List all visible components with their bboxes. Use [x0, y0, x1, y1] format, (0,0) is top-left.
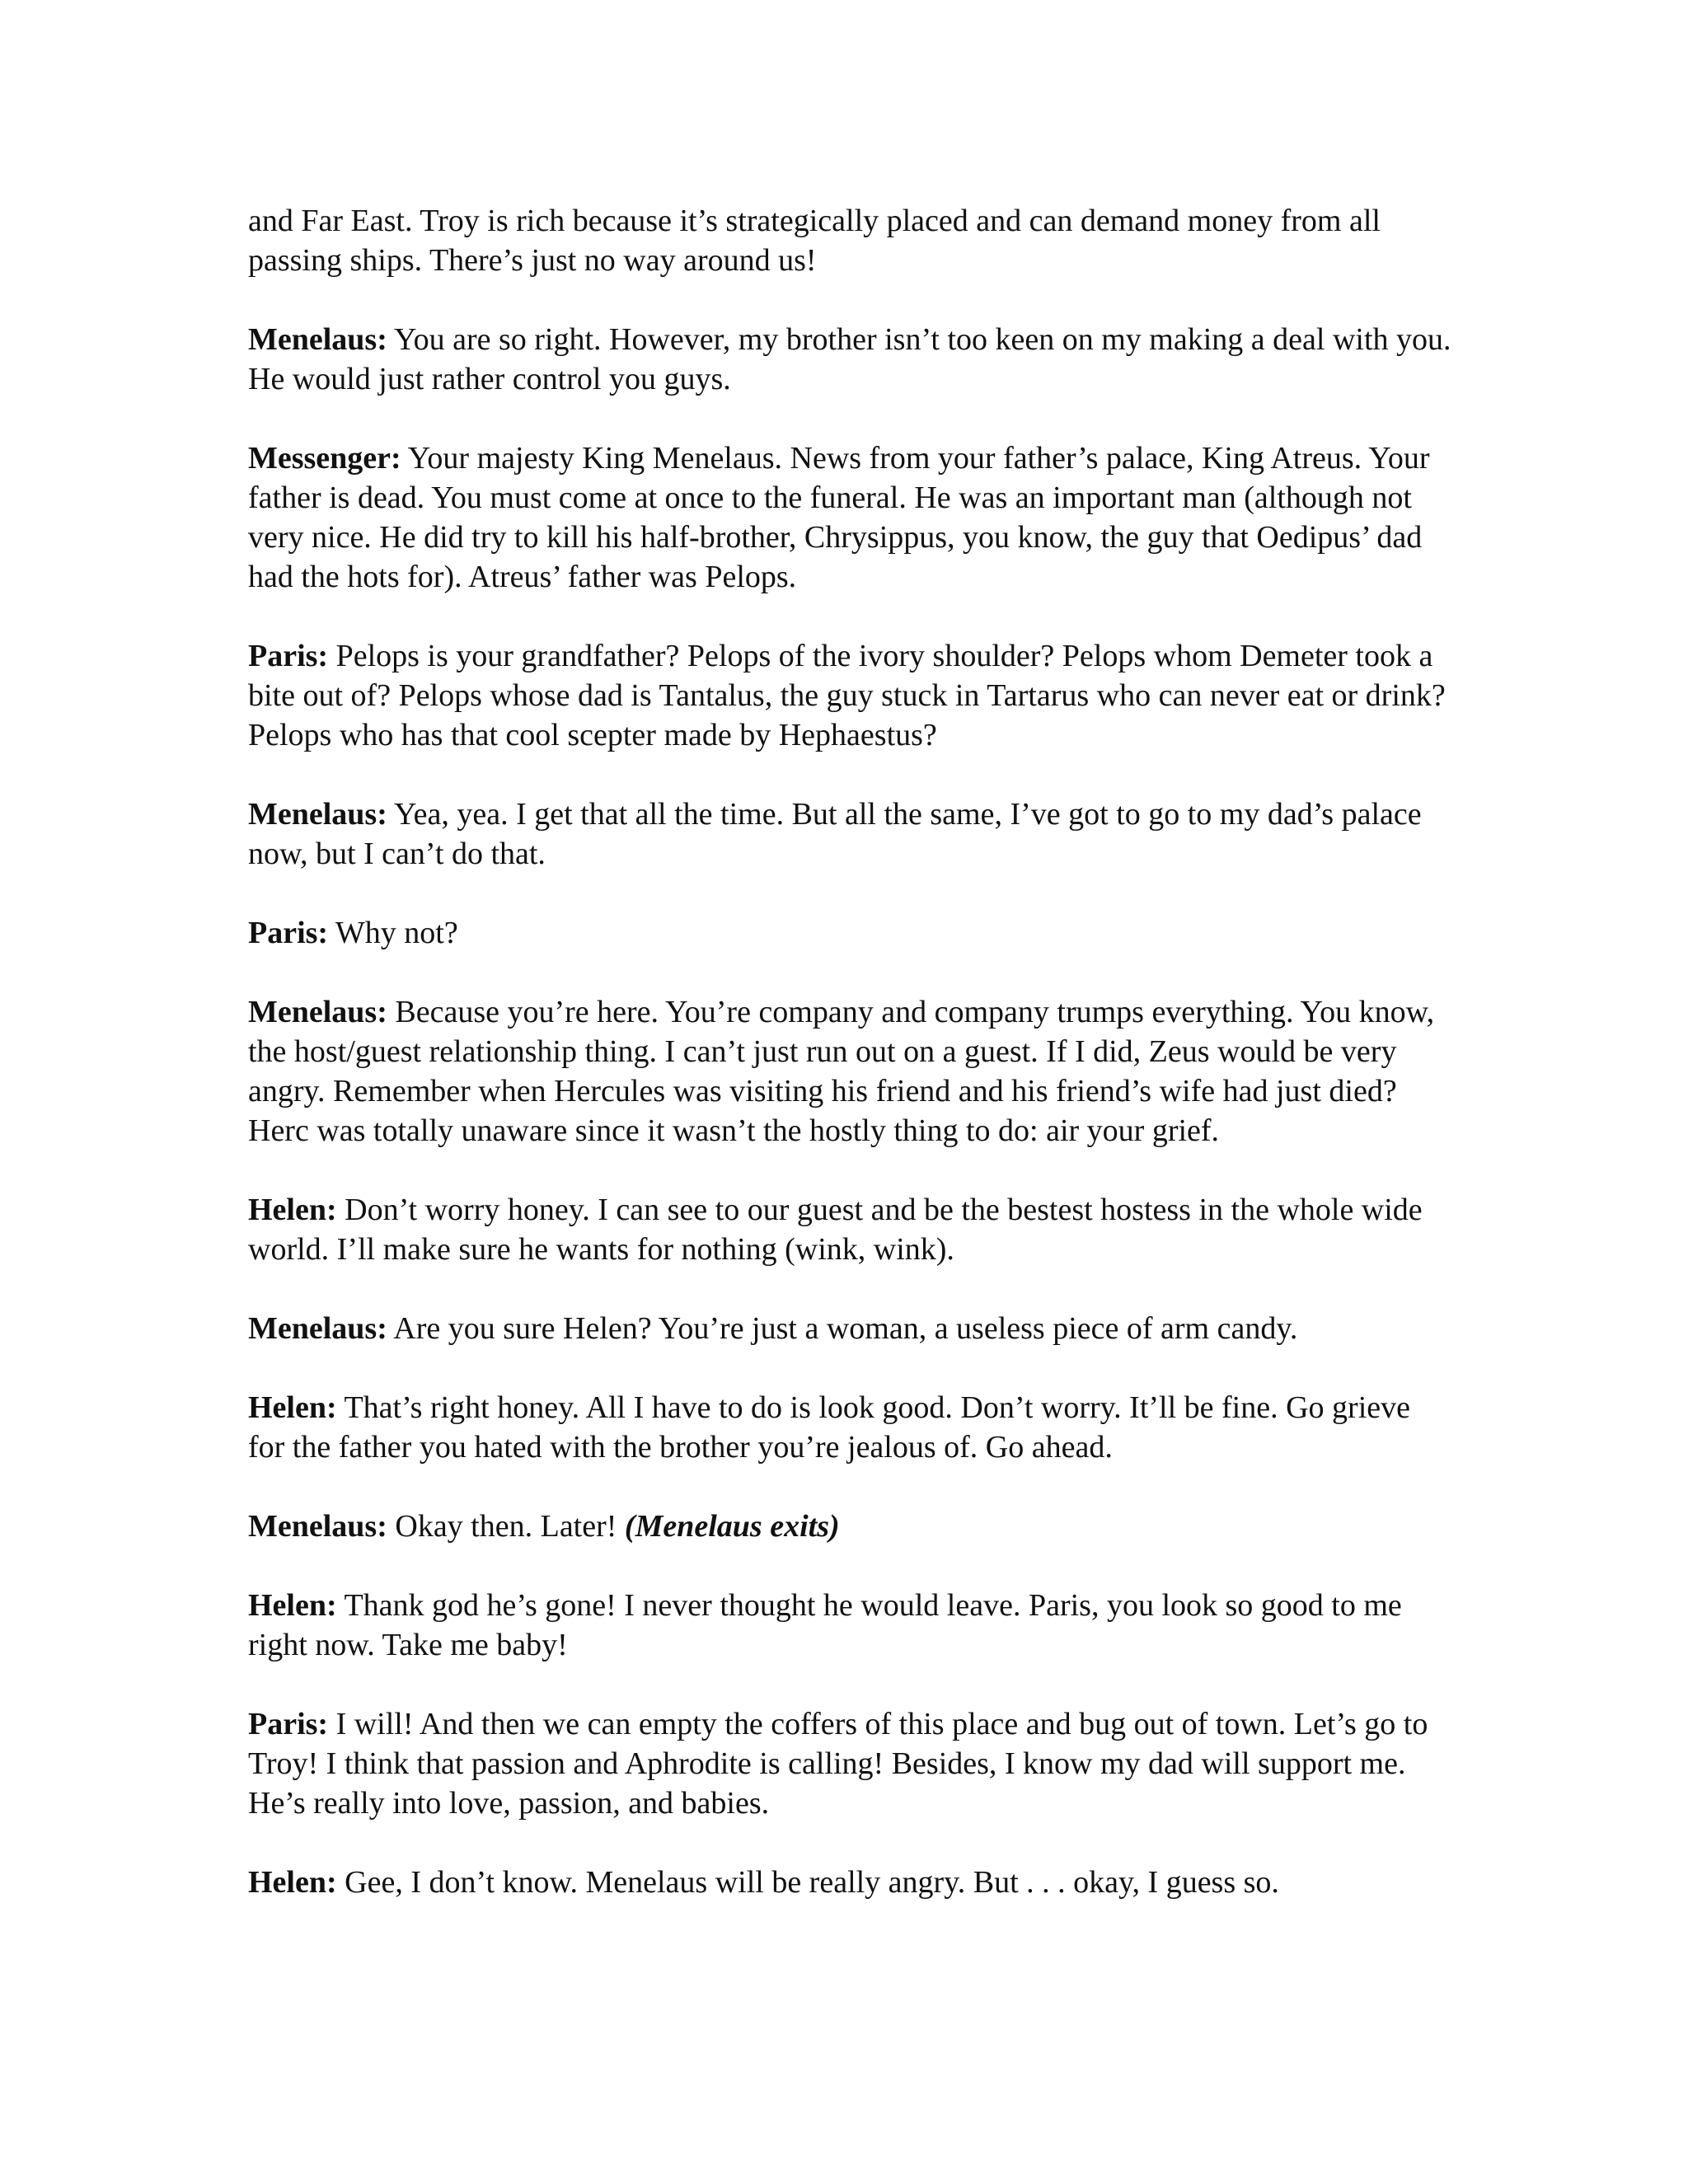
- dialogue-text: Are you sure Helen? You’re just a woman, a useless piece of arm candy.: [393, 1311, 1298, 1346]
- speaker-name: Menelaus:: [248, 995, 387, 1029]
- dialogue-text: Gee, I don’t know. Menelaus will be really angry. But . . . okay, I guess so.: [345, 1865, 1279, 1900]
- dialogue-line: [248, 992, 1451, 1151]
- dialogue-text: Yea, yea. I get that all the time. But all the same, I’ve got to go to my dad’s palace now, but I can’t do that.: [248, 797, 1422, 871]
- speaker-name: Menelaus:: [248, 1311, 387, 1346]
- dialogue-line: [248, 913, 1451, 953]
- dialogue-text: I will! And then we can empty the coffers of this place and bug out of town. Let’s go to Troy! I think that passion and Aphrodite is calling! Besides, I know my dad will support me. He’s really into love, passion, and babies.: [248, 1707, 1428, 1821]
- speaker-name: Paris:: [248, 639, 329, 673]
- speaker-name: Paris:: [248, 916, 329, 950]
- speaker-name: Menelaus:: [248, 797, 387, 832]
- speaker-name: Helen:: [248, 1865, 337, 1900]
- speaker-name: Helen:: [248, 1390, 337, 1425]
- dialogue-line: [248, 1863, 1451, 1902]
- speaker-name: Messenger:: [248, 441, 401, 476]
- dialogue-line: [248, 438, 1451, 597]
- speaker-name: Menelaus:: [248, 1509, 387, 1544]
- dialogue-text: and Far East. Troy is rich because it’s strategically placed and can demand money from all passing ships. There’s just no way around us!: [248, 204, 1381, 278]
- stage-direction: (Menelaus exits): [624, 1509, 840, 1544]
- dialogue-text: That’s right honey. All I have to do is look good. Don’t worry. It’ll be fine. Go grieve for the father you hated with the brother you’re jealous of. Go ahead.: [248, 1390, 1410, 1465]
- dialogue-line: [248, 1704, 1451, 1823]
- dialogue-line: [248, 1190, 1451, 1269]
- dialogue-line: [248, 320, 1451, 399]
- dialogue-continuation: [248, 201, 1451, 280]
- dialogue-text: Pelops is your grandfather? Pelops of the ivory shoulder? Pelops whom Demeter took a bite out of? Pelops whose dad is Tantalus, the guy stuck in Tartarus who can never eat or drink? Pelops who has that cool scepter made by Hephaestus?: [248, 639, 1446, 752]
- dialogue-line: [248, 1388, 1451, 1467]
- dialogue-text: You are so right. However, my brother isn’t too keen on my making a deal with you. He would just rather control you guys.: [248, 322, 1451, 396]
- dialogue-text: Don’t worry honey. I can see to our guest and be the bestest hostess in the whole wide world. I’ll make sure he wants for nothing (wink, wink).: [248, 1193, 1423, 1267]
- script-text: [248, 201, 1451, 1942]
- speaker-name: Menelaus:: [248, 322, 387, 357]
- dialogue-text: Why not?: [335, 916, 458, 950]
- dialogue-line: [248, 794, 1451, 874]
- dialogue-line: [248, 1586, 1451, 1665]
- speaker-name: Helen:: [248, 1193, 337, 1227]
- dialogue-line: [248, 636, 1451, 755]
- dialogue-text: Okay then. Later!: [395, 1509, 625, 1544]
- dialogue-line: [248, 1309, 1451, 1348]
- dialogue-text: Your majesty King Menelaus. News from your father’s palace, King Atreus. Your father is dead. You must come at once to the funeral. He was an important man (although not very nice. He did try to kill his half-brother, Chrysippus, you know, the guy that Oedipus’ dad had the hots for). Atreus’ father was Pelops.: [248, 441, 1430, 594]
- dialogue-text: Because you’re here. You’re company and company trumps everything. You know, the host/guest relationship thing. I can’t just run out on a guest. If I did, Zeus would be very angry. Remember when Hercules was visiting his friend and his friend’s wife had just died? Herc was totally unaware since it wasn’t the hostly thing to do: air your grief.: [248, 995, 1435, 1148]
- speaker-name: Paris:: [248, 1707, 329, 1741]
- dialogue-text: Thank god he’s gone! I never thought he would leave. Paris, you look so good to me right now. Take me baby!: [248, 1588, 1402, 1662]
- speaker-name: Helen:: [248, 1588, 337, 1623]
- dialogue-line: [248, 1507, 1451, 1546]
